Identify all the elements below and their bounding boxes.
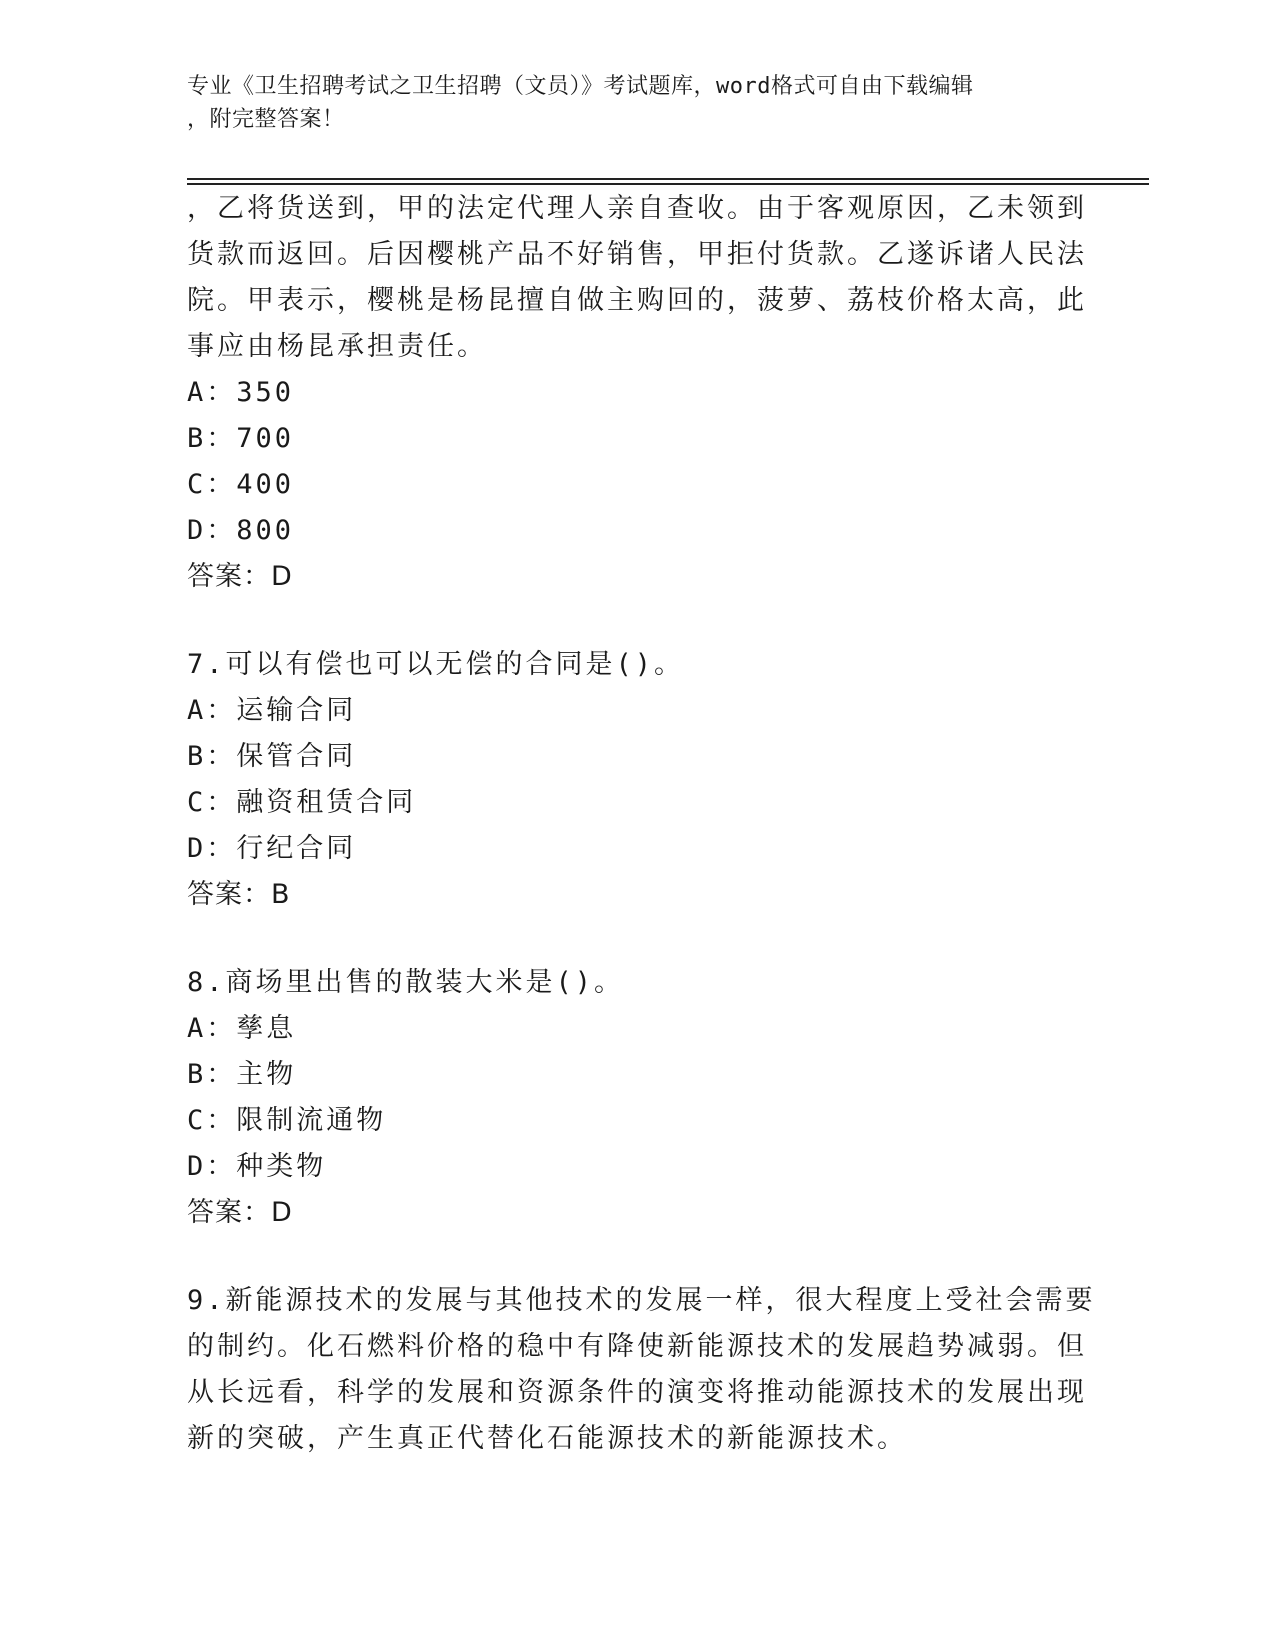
option-d: D：800: [187, 515, 295, 546]
header-divider-bottom: [187, 183, 1149, 185]
question-text-line: 院。甲表示，樱桃是杨昆擅自做主购回的，菠萝、荔枝价格太高，此: [187, 285, 1087, 316]
option-c: C：限制流通物: [187, 1105, 387, 1136]
header-divider-top: [187, 178, 1149, 180]
option-a: A：350: [187, 377, 295, 408]
option-a: A：孳息: [187, 1013, 297, 1044]
option-c: C：400: [187, 469, 295, 500]
question-text-line: 的制约。化石燃料价格的稳中有降使新能源技术的发展趋势减弱。但: [187, 1331, 1087, 1362]
document-header: [187, 70, 1087, 136]
document-body: [187, 186, 1096, 1462]
question-text-line: 新的突破，产生真正代替化石能源技术的新能源技术。: [187, 1423, 907, 1454]
header-line-1: 专业《卫生招聘考试之卫生招聘（文员）》考试题库，word格式可自由下载编辑: [187, 74, 974, 99]
question-text-line: 9.新能源技术的发展与其他技术的发展一样，很大程度上受社会需要: [187, 1285, 1096, 1316]
question-text-line: ，乙将货送到，甲的法定代理人亲自查收。由于客观原因，乙未领到: [187, 193, 1087, 224]
question-7: 7.可以有偿也可以无偿的合同是()。: [187, 649, 685, 680]
answer: 答案：D: [187, 561, 293, 592]
option-a: A：运输合同: [187, 695, 357, 726]
option-b: B：保管合同: [187, 741, 357, 772]
answer: 答案：B: [187, 879, 291, 910]
question-text-line: 事应由杨昆承担责任。: [187, 331, 487, 362]
question-text-line: 货款而返回。后因樱桃产品不好销售，甲拒付货款。乙遂诉诸人民法: [187, 239, 1087, 270]
question-8: 8.商场里出售的散装大米是()。: [187, 967, 625, 998]
question-9: [187, 1278, 1096, 1462]
option-b: B：700: [187, 423, 295, 454]
option-c: C：融资租赁合同: [187, 787, 417, 818]
header-line-2: ，附完整答案！: [187, 107, 345, 132]
option-d: D：行纪合同: [187, 833, 357, 864]
option-d: D：种类物: [187, 1151, 327, 1182]
question-6-continuation: [187, 186, 1087, 370]
answer: 答案：D: [187, 1197, 293, 1228]
option-b: B：主物: [187, 1059, 297, 1090]
question-text-line: 从长远看，科学的发展和资源条件的演变将推动能源技术的发展出现: [187, 1377, 1087, 1408]
